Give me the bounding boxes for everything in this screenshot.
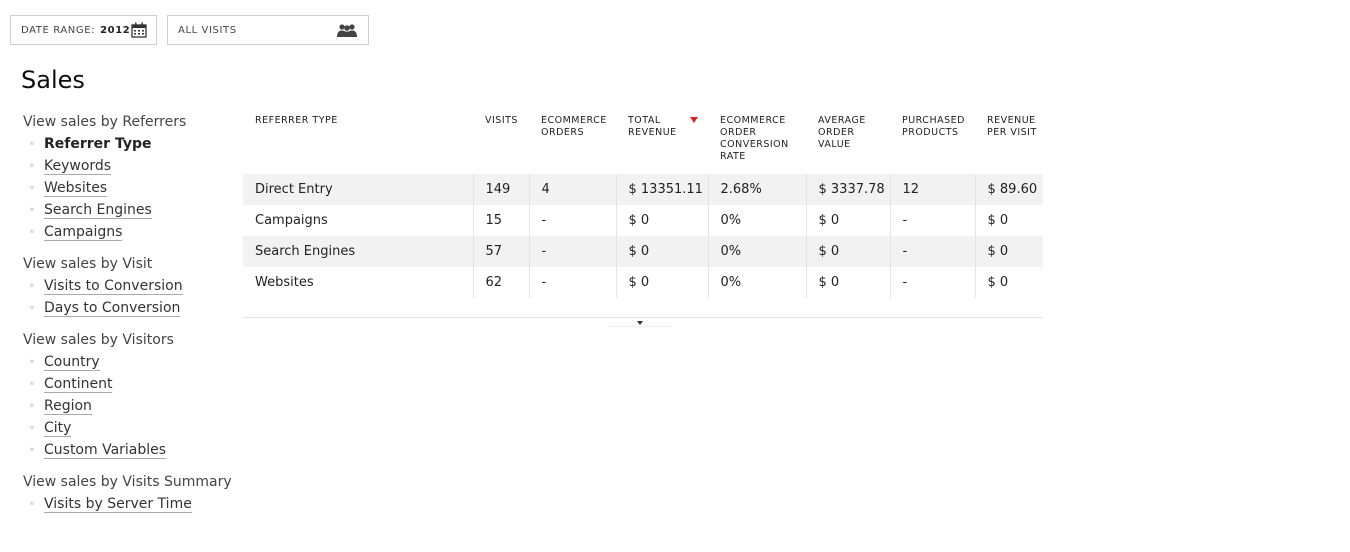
segment-users-icon bbox=[336, 24, 358, 37]
menu-link[interactable]: Visits by Server Time bbox=[44, 495, 192, 512]
menu-item-visits-to-conversion[interactable] bbox=[23, 275, 238, 297]
bullet-icon: » bbox=[29, 161, 35, 171]
table-cell: $ 0 bbox=[987, 213, 1009, 228]
menu-list bbox=[23, 275, 238, 319]
table-cell: - bbox=[890, 236, 975, 267]
chevron-down-icon bbox=[637, 321, 643, 325]
menu-list bbox=[23, 493, 238, 515]
sort-descending-icon bbox=[690, 117, 698, 123]
table-cell: $ 0 bbox=[616, 236, 708, 267]
menu-item-region[interactable] bbox=[23, 395, 238, 417]
table-row[interactable] bbox=[243, 236, 1043, 267]
column-header-label: PURCHASED PRODUCTS bbox=[902, 115, 965, 138]
bullet-icon: » bbox=[29, 379, 35, 389]
bullet-icon: » bbox=[29, 445, 35, 455]
menu-link[interactable]: Region bbox=[44, 397, 92, 414]
menu-category: View sales by Visit bbox=[23, 256, 153, 272]
page-title: Sales bbox=[21, 66, 85, 94]
bullet-icon: » bbox=[29, 227, 35, 237]
menu-item-search-engines[interactable] bbox=[23, 199, 238, 221]
bullet-icon: » bbox=[29, 139, 35, 149]
bullet-icon: » bbox=[29, 183, 35, 193]
bullet-icon: » bbox=[29, 357, 35, 367]
row-label: Search Engines bbox=[243, 236, 473, 267]
menu-category: View sales by Referrers bbox=[23, 114, 187, 130]
table-cell: - bbox=[529, 267, 616, 298]
table-cell: $ 0 bbox=[616, 267, 708, 298]
menu-link[interactable]: Referrer Type bbox=[44, 136, 152, 152]
menu-link[interactable]: Keywords bbox=[44, 157, 112, 174]
column-header-label: TOTAL REVENUE bbox=[628, 115, 677, 138]
menu-link[interactable]: Campaigns bbox=[44, 223, 123, 240]
table-cell: $ 0 bbox=[616, 205, 708, 236]
table-cell: 12 bbox=[890, 174, 975, 205]
table-cell: $ 13351.11 bbox=[616, 174, 708, 205]
table-cell: 0% bbox=[708, 267, 806, 298]
menu-item-visits-by-server-time[interactable] bbox=[23, 493, 238, 515]
column-header-label: REFERRER TYPE bbox=[255, 115, 338, 126]
table-cell: 57 bbox=[473, 236, 529, 267]
menu-item-country[interactable] bbox=[23, 351, 238, 373]
menu-link[interactable]: Websites bbox=[44, 179, 108, 196]
table-footer bbox=[243, 317, 1043, 326]
menu-link[interactable]: Continent bbox=[44, 375, 113, 392]
table-cell: 0% bbox=[708, 205, 806, 236]
table-cell: 4 bbox=[529, 174, 616, 205]
menu-link[interactable]: Days to Conversion bbox=[44, 299, 181, 316]
menu-item-days-to-conversion[interactable] bbox=[23, 297, 238, 319]
column-header-visits[interactable] bbox=[473, 105, 529, 174]
bullet-icon: » bbox=[29, 303, 35, 313]
column-header-average-order-value[interactable] bbox=[806, 105, 890, 174]
date-range-selector[interactable] bbox=[10, 15, 157, 45]
table-cell: - bbox=[890, 267, 975, 298]
column-header-label: VISITS bbox=[485, 115, 518, 126]
column-header-revenue-per-visit[interactable] bbox=[975, 105, 1043, 174]
menu-link[interactable]: City bbox=[44, 419, 72, 436]
sales-report-menu bbox=[23, 113, 238, 527]
row-label: Websites bbox=[243, 267, 473, 298]
table-cell: 0% bbox=[708, 236, 806, 267]
segment-selector[interactable] bbox=[167, 15, 369, 45]
column-header-label: AVERAGE ORDER VALUE bbox=[818, 115, 866, 150]
column-header-label: REVENUE PER VISIT bbox=[987, 115, 1037, 138]
menu-item-keywords[interactable] bbox=[23, 155, 238, 177]
row-label: Campaigns bbox=[243, 205, 473, 236]
menu-link[interactable]: Country bbox=[44, 353, 100, 370]
menu-item-city[interactable] bbox=[23, 417, 238, 439]
calendar-icon bbox=[131, 22, 147, 38]
table-cell: $ 0 bbox=[806, 236, 890, 267]
table-cell: $ 0 bbox=[806, 205, 890, 236]
menu-item-continent[interactable] bbox=[23, 373, 238, 395]
bullet-icon: » bbox=[29, 423, 35, 433]
column-header-referrer-type[interactable] bbox=[243, 105, 473, 174]
column-header-ecommerce-order-conversion-rate[interactable] bbox=[708, 105, 806, 174]
column-header-purchased-products[interactable] bbox=[890, 105, 975, 174]
table-cell: $ 0 bbox=[987, 275, 1009, 290]
date-range-value: 2012 bbox=[100, 24, 131, 36]
menu-category: View sales by Visits Summary bbox=[23, 474, 232, 490]
table-cell: $ 89.60 bbox=[975, 174, 1043, 205]
menu-item-custom-variables[interactable] bbox=[23, 439, 238, 461]
row-label: Direct Entry bbox=[243, 174, 473, 205]
table-cell: 15 bbox=[473, 205, 529, 236]
table-cell: - bbox=[890, 205, 975, 236]
column-header-label: ECOMMERCE ORDERS bbox=[541, 115, 607, 138]
menu-category: View sales by Visitors bbox=[23, 332, 174, 348]
table-cell: - bbox=[529, 236, 616, 267]
menu-list bbox=[23, 351, 238, 461]
bullet-icon: » bbox=[29, 281, 35, 291]
sales-report-table bbox=[243, 105, 1043, 298]
menu-list bbox=[23, 133, 238, 243]
column-header-ecommerce-orders[interactable] bbox=[529, 105, 616, 174]
bullet-icon: » bbox=[29, 401, 35, 411]
menu-item-websites[interactable] bbox=[23, 177, 238, 199]
table-cell: $ 3337.78 bbox=[806, 174, 890, 205]
segment-label: ALL VISITS bbox=[178, 24, 237, 36]
date-range-label: DATE RANGE: bbox=[21, 24, 96, 36]
expand-table-button[interactable] bbox=[608, 318, 672, 327]
menu-item-referrer-type[interactable] bbox=[23, 133, 238, 155]
table-cell: $ 0 bbox=[806, 267, 890, 298]
table-cell: - bbox=[529, 205, 616, 236]
table-body bbox=[243, 174, 1043, 298]
menu-link[interactable]: Search Engines bbox=[44, 201, 152, 218]
bullet-icon: » bbox=[29, 205, 35, 215]
table-row[interactable] bbox=[243, 174, 1043, 205]
menu-link[interactable]: Visits to Conversion bbox=[44, 277, 183, 294]
table-cell: $ 0 bbox=[975, 236, 1043, 267]
menu-item-campaigns[interactable] bbox=[23, 221, 238, 243]
column-header-total-revenue[interactable] bbox=[616, 105, 708, 174]
menu-link[interactable]: Custom Variables bbox=[44, 441, 167, 458]
bullet-icon: » bbox=[29, 499, 35, 509]
table-cell: 62 bbox=[473, 267, 529, 298]
column-header-label: ECOMMERCE ORDER CONVERSION RATE bbox=[720, 115, 789, 162]
table-cell: 2.68% bbox=[708, 174, 806, 205]
table-cell: 149 bbox=[473, 174, 529, 205]
table-row[interactable] bbox=[243, 205, 1043, 236]
table-header-row bbox=[243, 105, 1043, 174]
table-row[interactable] bbox=[243, 267, 1043, 298]
